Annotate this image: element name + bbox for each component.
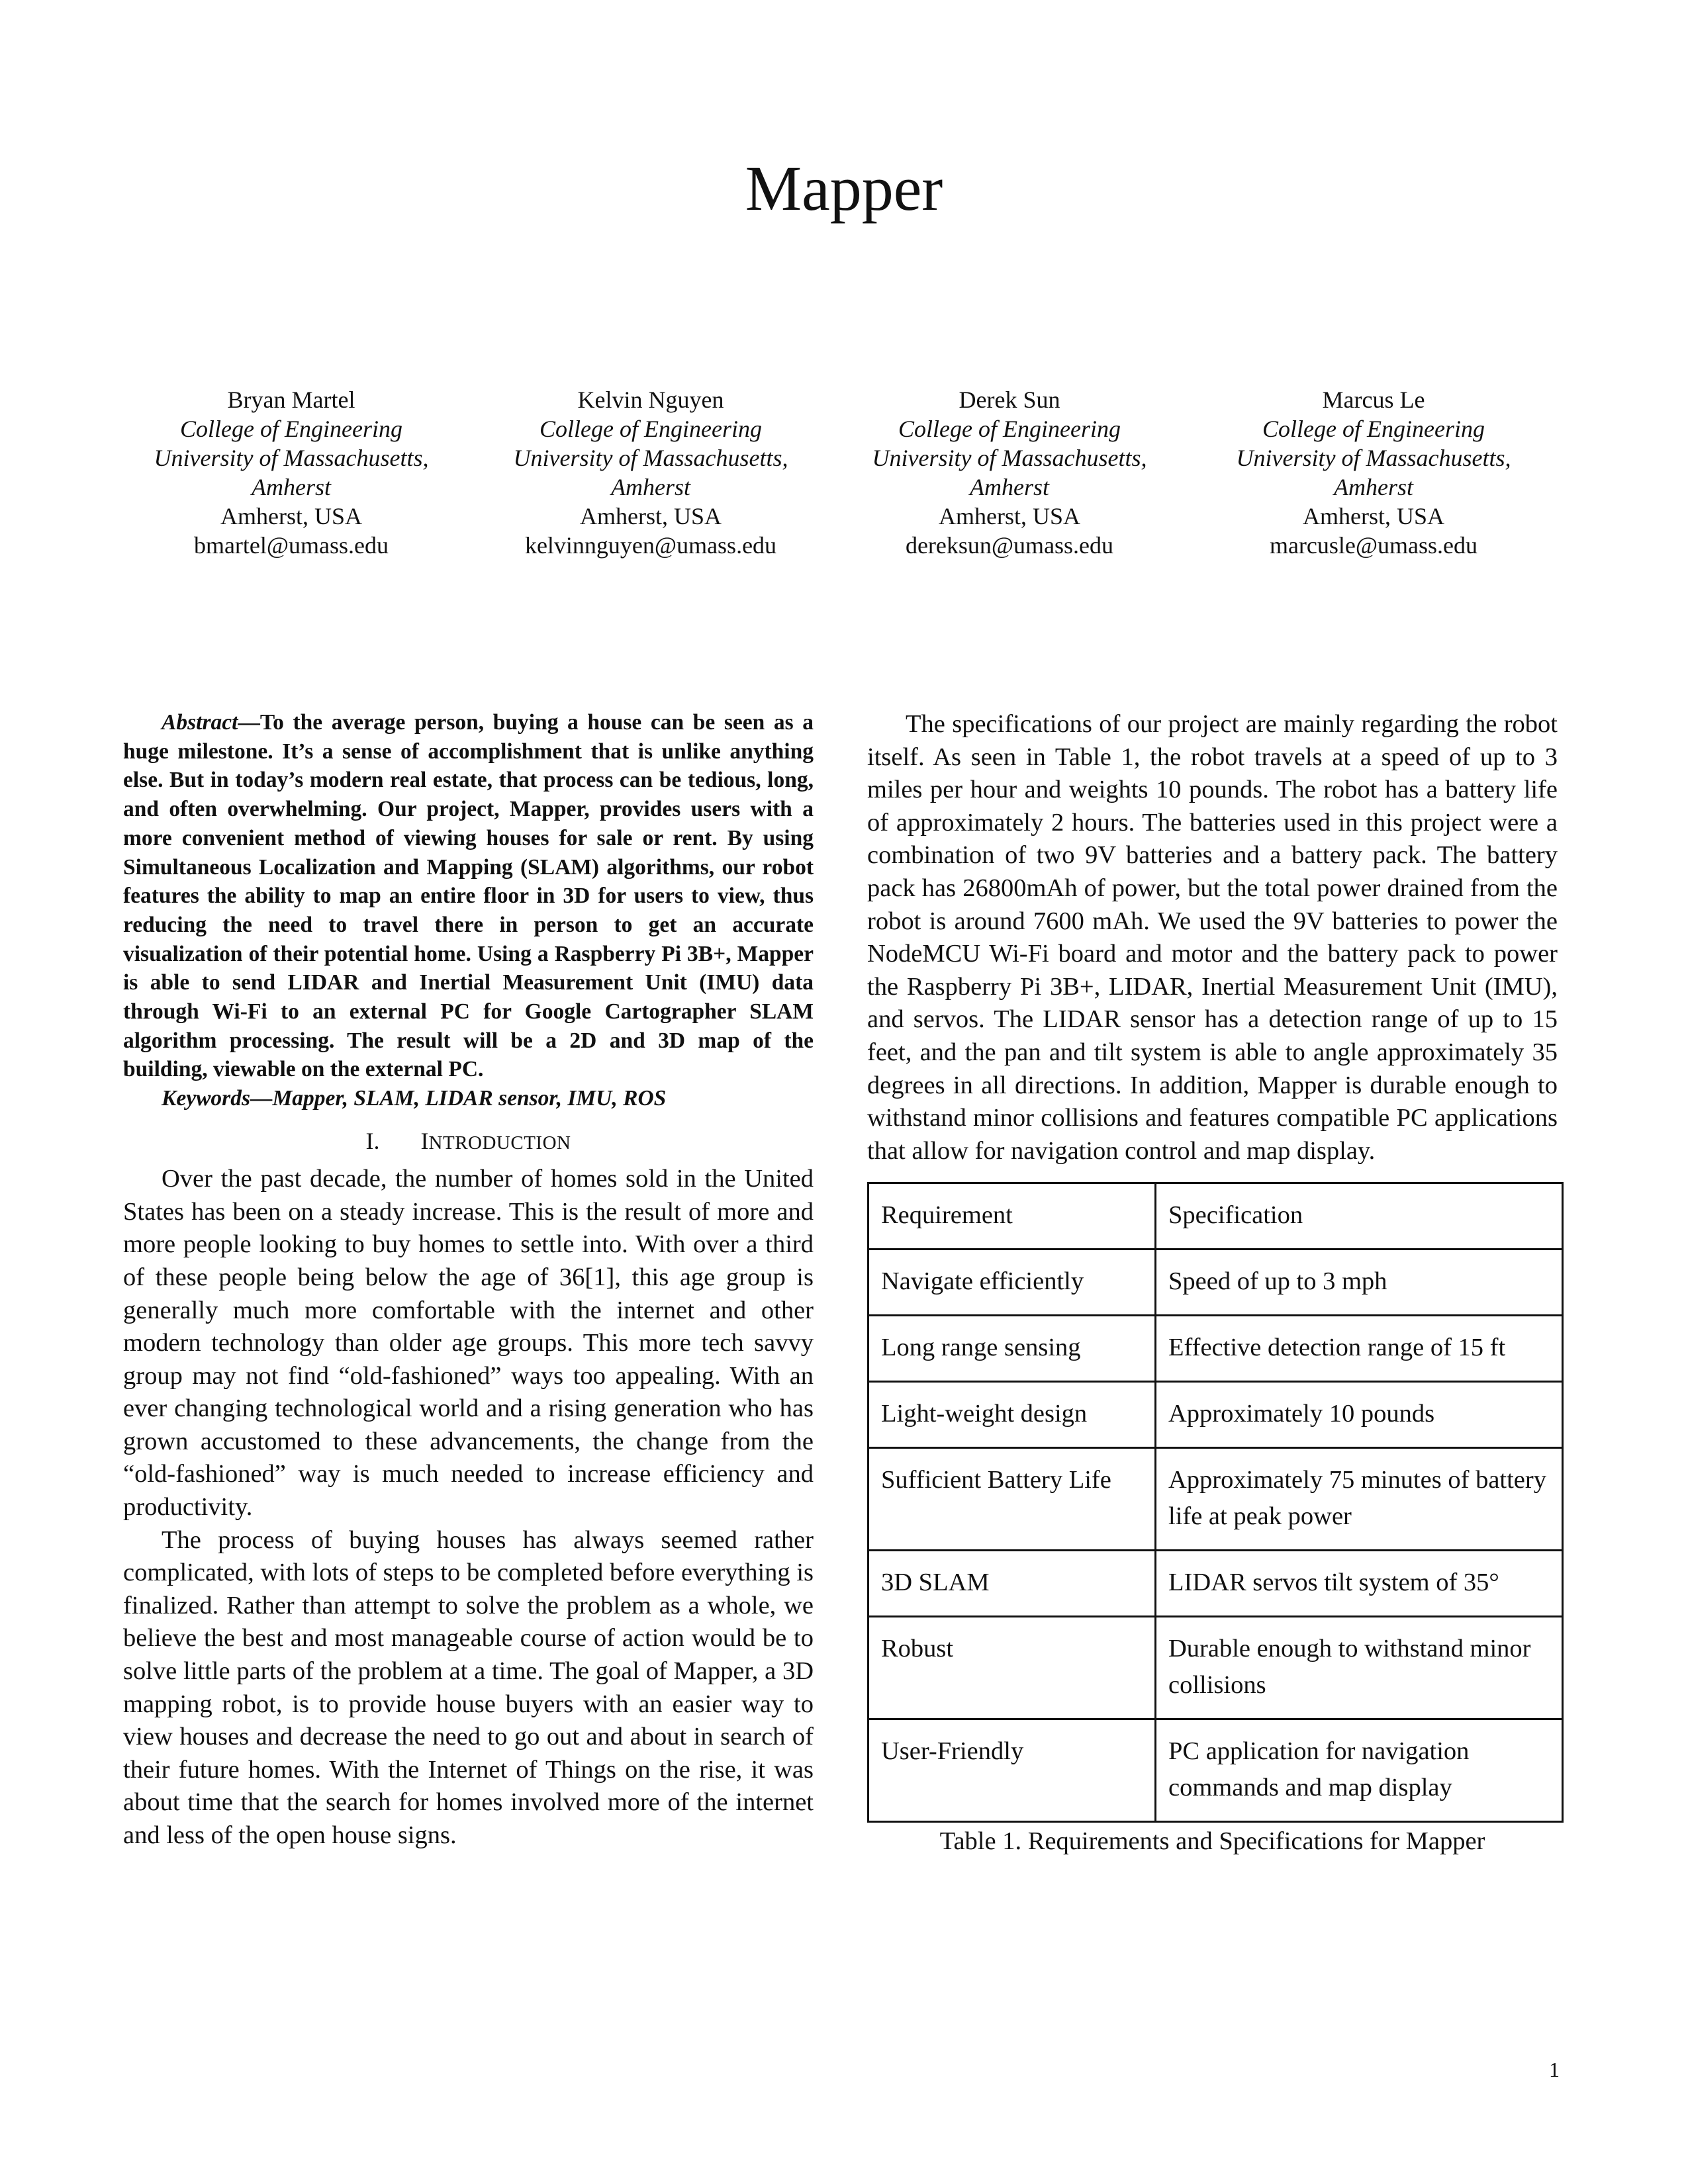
author-name: Derek Sun	[959, 387, 1060, 413]
section-number: I.	[365, 1128, 380, 1155]
table-header-cell: Specification	[1156, 1183, 1563, 1250]
author-name: Bryan Martel	[227, 387, 355, 413]
table-cell-specification: Durable enough to withstand minor collisions	[1156, 1617, 1563, 1719]
author-name: Marcus Le	[1322, 387, 1425, 413]
table-row	[868, 1551, 1563, 1617]
table-cell-requirement: Long range sensing	[868, 1316, 1156, 1382]
table-caption: Table 1. Requirements and Specifications for Mapper	[939, 1827, 1485, 1856]
table-cell-requirement: Sufficient Battery Life	[868, 1448, 1156, 1551]
keywords-label: Keywords	[162, 1086, 250, 1111]
author-email[interactable]: dereksun@umass.edu	[905, 532, 1114, 559]
section-heading-introduction	[123, 1126, 814, 1158]
abstract-text: To the average person, buying a house can be seen as a huge milestone. It’s a sense of accomplishment that is unlike anything else. But in today’s modern real estate, that process can be tedious, long, and often overwhelming. Our project, Mapper, provides users with a more convenient method of viewing houses for sale or rent. By using Simultaneous Localization and Mapping (SLAM) algorithms, our robot features the ability to map an entire floor in 3D for users to view, thus reducing the need to travel there in person to get an accurate visualization of their potential home. Using a Raspberry Pi 3B+, Mapper is able to send LIDAR and Inertial Measurement Unit (IMU) data through Wi-Fi to an external PC for Google Cartographer SLAM algorithm processing. The result will be a 2D and 3D map of the building, viewable on the external PC.	[123, 710, 814, 1082]
table-cell-requirement: User-Friendly	[868, 1719, 1156, 1822]
author-university: University of Massachusetts,	[1236, 445, 1511, 471]
table-row	[868, 1316, 1563, 1382]
table-cell-requirement: Navigate efficiently	[868, 1250, 1156, 1316]
table-row	[868, 1719, 1563, 1822]
author-email[interactable]: bmartel@umass.edu	[193, 532, 389, 559]
keywords	[123, 1084, 814, 1113]
table-cell-requirement: Light-weight design	[868, 1382, 1156, 1448]
table-row	[868, 1250, 1563, 1316]
author-college: College of Engineering	[1262, 416, 1485, 442]
author-campus: Amherst	[1334, 474, 1413, 500]
abstract	[123, 708, 814, 1084]
author-location: Amherst, USA	[580, 503, 722, 529]
abstract-label: Abstract	[162, 710, 238, 735]
table-cell-requirement: 3D SLAM	[868, 1551, 1156, 1617]
author-2	[485, 385, 816, 560]
author-location: Amherst, USA	[220, 503, 362, 529]
keywords-dash: —	[250, 1086, 273, 1111]
author-college: College of Engineering	[898, 416, 1121, 442]
table-header-cell: Requirement	[868, 1183, 1156, 1250]
paper-title: Mapper	[745, 153, 943, 224]
section-title-rest: NTRODUCTION	[428, 1132, 571, 1154]
author-email[interactable]: kelvinnguyen@umass.edu	[524, 532, 777, 559]
table-cell-specification: Approximately 10 pounds	[1156, 1382, 1563, 1448]
author-email[interactable]: marcusle@umass.edu	[1269, 532, 1478, 559]
intro-paragraph-1: Over the past decade, the number of homes sold in the United States has been on a steady increase. This is the result of more and more people looking to buy homes to settle into. With over a third of these people being below the age of 36[1], this age group is generally much more comfortable with the internet and other modern technology than older age groups. This more tech savvy group may not find “old-fashioned” ways too appealing. With an ever changing technological world and a rising generation who has grown accustomed to these advancements, the change from the “old-fashioned” way is much needed to increase efficiency and productivity.	[123, 1165, 814, 1522]
author-4	[1208, 385, 1539, 560]
table-cell-specification: Approximately 75 minutes of battery life at peak power	[1156, 1448, 1563, 1551]
table-row	[868, 1617, 1563, 1719]
table-cell-specification: PC application for navigation commands and map display	[1156, 1719, 1563, 1822]
author-campus: Amherst	[611, 474, 690, 500]
author-location: Amherst, USA	[1303, 503, 1444, 529]
requirements-table	[867, 1182, 1564, 1823]
left-column	[123, 708, 814, 1852]
table-cell-requirement: Robust	[868, 1617, 1156, 1719]
author-college: College of Engineering	[539, 416, 762, 442]
page-number: 1	[1549, 2058, 1560, 2081]
author-location: Amherst, USA	[939, 503, 1080, 529]
table-row	[868, 1448, 1563, 1551]
author-university: University of Massachusetts,	[872, 445, 1147, 471]
author-1	[126, 385, 457, 560]
right-column	[867, 708, 1558, 1857]
table-cell-specification: LIDAR servos tilt system of 35°	[1156, 1551, 1563, 1617]
author-3	[844, 385, 1175, 560]
table-header-row	[868, 1183, 1563, 1250]
table-cell-specification: Speed of up to 3 mph	[1156, 1250, 1563, 1316]
author-university: University of Massachusetts,	[513, 445, 788, 471]
table-cell-specification: Effective detection range of 15 ft	[1156, 1316, 1563, 1382]
author-campus: Amherst	[252, 474, 331, 500]
abstract-dash: —	[238, 710, 260, 735]
author-block	[0, 385, 1688, 570]
author-college: College of Engineering	[180, 416, 402, 442]
author-name: Kelvin Nguyen	[577, 387, 724, 413]
table-row	[868, 1382, 1563, 1448]
author-university: University of Massachusetts,	[154, 445, 429, 471]
specifications-paragraph: The specifications of our project are mainly regarding the robot itself. As seen in Table 1, the robot travels at a speed of up to 3 miles per hour and weights 10 pounds. The robot has a battery life of approximately 2 hours. The batteries used in this project were a combination of two 9V batteries and a battery pack. The battery pack has 26800mAh of power, but the total power drained from the robot is around 7600 mAh. We used the 9V batteries to power the NodeMCU Wi-Fi board and motor and the battery pack to power the Raspberry Pi 3B+, LIDAR, Inertial Measurement Unit (IMU), and servos. The LIDAR sensor has a detection range of up to 15 feet, and the pan and tilt system is able to angle approximately 35 degrees in all directions. In addition, Mapper is durable enough to withstand minor collisions and features compatible PC applications that allow for navigation control and map display.	[867, 710, 1558, 1165]
intro-paragraph-2: The process of buying houses has always seemed rather complicated, with lots of steps to be completed before everything is finalized. Rather than attempt to solve the problem as a whole, we believe the best and most manageable course of action would be to solve little parts of the problem at a time. The goal of Mapper, a 3D mapping robot, is to provide house buyers with an easier way to view houses and decrease the need to go out and about in search of their future homes. With the Internet of Things on the rise, it was about time that the search for homes involved more of the internet and less of the open house signs.	[123, 1525, 814, 1850]
author-campus: Amherst	[970, 474, 1049, 500]
keywords-text: Mapper, SLAM, LIDAR sensor, IMU, ROS	[272, 1086, 667, 1111]
section-title-initial: I	[420, 1128, 429, 1155]
